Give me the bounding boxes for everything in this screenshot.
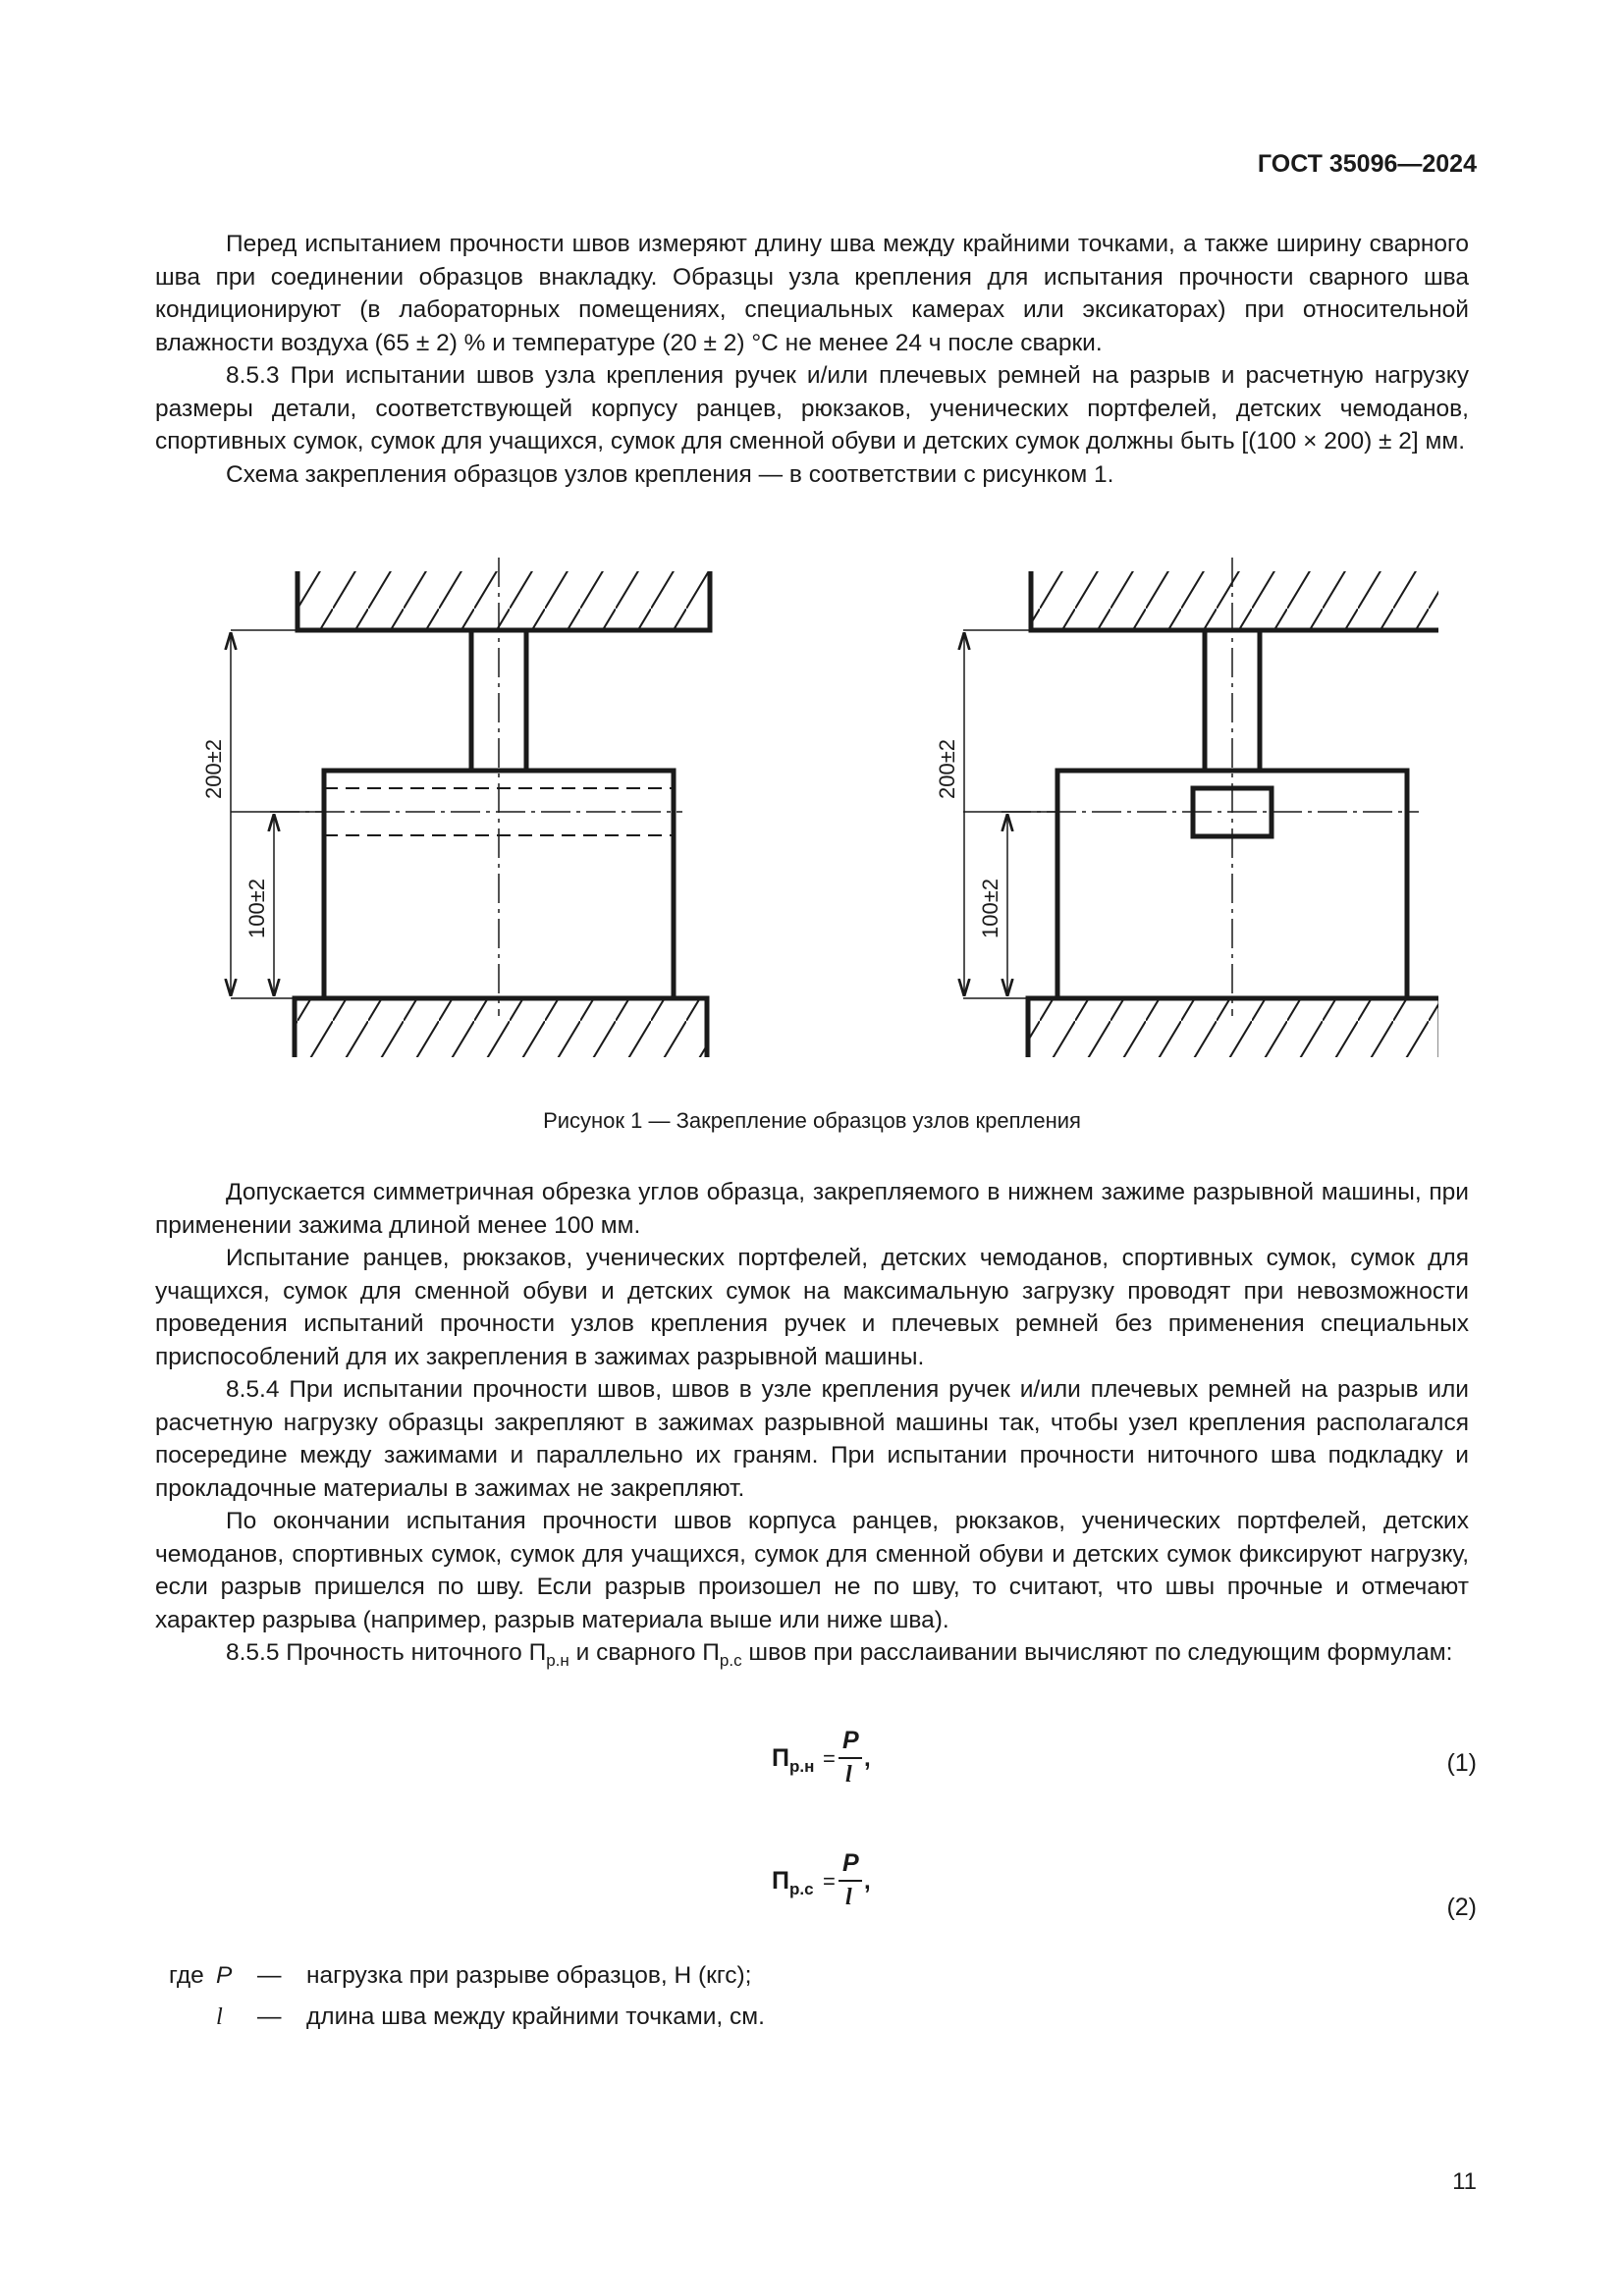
paragraph: 8.5.3 При испытании швов узла крепления ручек и/или плечевых ремней на разрыв и расчетную нагрузку размеры детали, соответствующей корпусу ранцев, рюкзаков, ученических портфелей, детских чемоданов, спортивных сумок, сумок для учащихся, сумок для сменной обуви и детских сумок должны быть [(100 × 200) ± 2] мм.	[155, 362, 1469, 454]
dimension-label-200: 200±2	[935, 738, 959, 799]
paragraph: Схема закрепления образцов узлов крепления — в соответствии с рисунком 1.	[226, 460, 1114, 488]
dimension-label-200: 200±2	[201, 738, 226, 799]
formula-lhs: П	[772, 1744, 789, 1772]
formula-2	[772, 1845, 890, 1921]
svg-text:=: =	[823, 1746, 836, 1771]
formula-1	[772, 1723, 890, 1798]
paragraph: По окончании испытания прочности швов корпуса ранцев, рюкзаков, ученических портфелей, детских чемоданов, спортивных сумок, сумок для учащихся, сумок для сменной обуви и детских сумок фиксируют нагрузку, если разрыв пришелся по шву. Если разрыв произошел не по шву, то считают, что швы прочные и отмечают характер разрыва (например, разрыв материала выше или ниже шва).	[155, 1508, 1469, 1633]
where-dash: —	[257, 2003, 282, 2030]
where-prefix: где	[169, 1962, 204, 1989]
text-block-bottom	[155, 1176, 1469, 1677]
where-dash: —	[257, 1962, 282, 1989]
formula-subscript: р.с	[789, 1880, 814, 1898]
formula-denominator: l	[845, 1762, 852, 1788]
paragraph-8-5-5: 8.5.5 Прочность ниточного $П_{р.н}$ и сварного $П_{р.с}$ швов при расслаивании вычисляют по следующим формулам:	[226, 1639, 1453, 1670]
figure-left	[201, 558, 710, 1057]
paragraph: Перед испытанием прочности швов измеряют длину шва между крайними точками, а также ширину сварного шва при соединении образцов внакладку. Образцы узла крепления для испытания прочности сварного шва кондиционируют (в лабораторных помещениях, специальных камерах или эксикаторах) при относительной влажности воздуха (65 ± 2) % и температуре (20 ± 2) °С не менее 24 ч после сварки.	[155, 231, 1469, 356]
formula-numerator: P	[842, 1849, 859, 1877]
figure-caption: Рисунок 1 — Закрепление образцов узлов крепления	[543, 1108, 1081, 1133]
where-symbol: l	[216, 2003, 223, 2030]
paragraph: 8.5.4 При испытании прочности швов, швов в узле крепления ручек и/или плечевых ремней на разрыв или расчетную нагрузку образцы закрепляют в зажимах разрывной машины так, чтобы узел крепления располагался посередине между зажимами и параллельно их граням. При испытании прочности ниточного шва подкладку и прокладочные материалы в зажимах не закрепляют.	[155, 1376, 1469, 1502]
equation-number-1: (1)	[1446, 1749, 1477, 1777]
paragraph: Допускается симметричная обрезка углов образца, закрепляемого в нижнем зажиме разрывной машины, при применении зажима длиной менее 100 мм.	[155, 1179, 1469, 1239]
svg-text:=: =	[823, 1869, 836, 1894]
where-item-2	[169, 2003, 765, 2031]
dimension-label-100: 100±2	[978, 878, 1002, 938]
figure-right	[935, 558, 1438, 1057]
figure-1	[191, 550, 1438, 1070]
equation-number-2: (2)	[1446, 1894, 1477, 1921]
where-item-1	[169, 1962, 752, 1990]
document-header: ГОСТ 35096—2024	[1257, 150, 1477, 178]
page-number: 11	[1452, 2168, 1477, 2195]
svg-text:,: ,	[864, 1868, 871, 1895]
formula-subscript: р.н	[789, 1757, 815, 1776]
svg-text:,: ,	[864, 1745, 871, 1772]
formula-lhs: П	[772, 1867, 789, 1895]
where-symbol: P	[216, 1962, 233, 1989]
where-text: длина шва между крайними точками, см.	[306, 2003, 765, 2030]
where-text: нагрузка при разрыве образцов, Н (кгс);	[306, 1962, 752, 1989]
text-block-top	[155, 228, 1469, 491]
paragraph: Испытание ранцев, рюкзаков, ученических портфелей, детских чемоданов, спортивных сумок, сумок для учащихся, сумок для сменной обуви и детских сумок на максимальную загрузку проводят при невозможности проведения испытаний прочности узлов крепления ручек и плечевых ремней без применения специальных приспособлений для их закрепления в зажимах разрывной машины.	[155, 1245, 1469, 1370]
formula-numerator: P	[842, 1727, 859, 1754]
formula-denominator: l	[845, 1885, 852, 1910]
dimension-label-100: 100±2	[244, 878, 269, 938]
